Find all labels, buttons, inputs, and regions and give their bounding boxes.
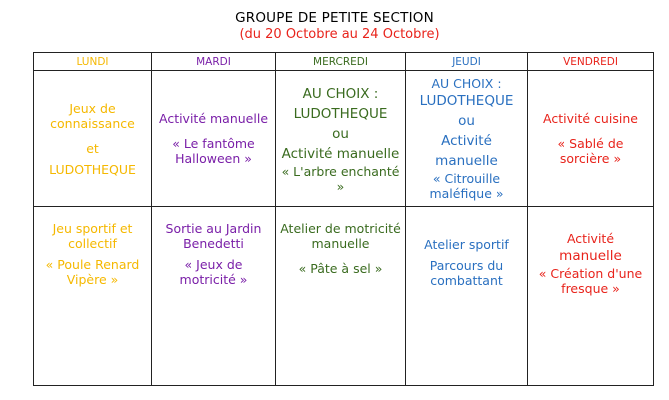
day-header-jeudi: JEUDI: [406, 53, 528, 71]
activity-label: ou: [458, 113, 475, 129]
day-header-lundi: LUNDI: [34, 53, 152, 71]
activity-label: LUDOTHEQUE: [293, 105, 388, 122]
activity-detail: « Création d'une fresque »: [538, 266, 643, 296]
activity-label: Activité: [566, 231, 615, 246]
activity-detail: « Le fantôme Halloween »: [172, 136, 255, 166]
date-range-subtitle: (du 20 Octobre au 24 Octobre): [239, 27, 440, 42]
day-header-vendredi: VENDREDI: [528, 53, 654, 71]
afternoon-activities-row: [34, 207, 654, 386]
cell-jeudi-row1: [406, 71, 528, 207]
morning-activities-row: [34, 71, 654, 207]
activity-detail: « Sablé de sorcière »: [557, 136, 624, 166]
activity-detail: Parcours du combattant: [429, 258, 504, 288]
activity-detail: « Pâte à sel »: [298, 261, 383, 276]
day-header-mercredi: MERCREDI: [276, 53, 406, 71]
page-title: GROUPE DE PETITE SECTION: [235, 10, 434, 26]
activity-label: Activité manuelle: [281, 145, 400, 162]
day-header-mardi: MARDI: [152, 53, 276, 71]
activity-label: Activité manuelle: [158, 111, 269, 126]
activity-label: Sortie au Jardin Benedetti: [165, 221, 262, 251]
activity-label: Jeu sportif et collectif: [52, 221, 133, 251]
cell-vendredi-row1: [528, 71, 654, 207]
activity-label: Atelier de motricité manuelle: [280, 221, 401, 251]
activity-detail: « Jeux de motricité »: [179, 257, 248, 287]
activity-label: LUDOTHEQUE: [49, 161, 136, 177]
activity-label: ou: [332, 125, 349, 142]
cell-lundi-row1: [34, 71, 152, 207]
day-header-row: [34, 53, 654, 71]
activity-label: AU CHOIX :: [431, 76, 502, 91]
cell-vendredi-row2: [528, 207, 654, 386]
activity-label: Activité manuelle: [435, 133, 498, 169]
activity-label: Atelier sportif: [424, 237, 509, 252]
cell-mardi-row2: [152, 207, 276, 386]
activity-detail: « Citrouille maléfique »: [429, 171, 504, 201]
cell-mardi-row1: [152, 71, 276, 207]
activity-detail: « Poule Renard Vipère »: [45, 257, 140, 287]
cell-jeudi-row2: [406, 207, 528, 386]
activity-label: AU CHOIX :: [302, 85, 379, 102]
activity-label: Jeux de connaissance: [50, 100, 135, 131]
cell-mercredi-row1: [276, 71, 406, 207]
activity-label: manuelle: [559, 248, 622, 264]
cell-mercredi-row2: [276, 207, 406, 386]
activity-label: Activité cuisine: [543, 111, 638, 126]
activity-detail: « L'arbre enchanté »: [281, 163, 400, 194]
weekly-schedule-table: [33, 52, 654, 386]
cell-lundi-row2: [34, 207, 152, 386]
activity-label: LUDOTHEQUE: [419, 93, 514, 109]
activity-label: et: [86, 140, 99, 156]
